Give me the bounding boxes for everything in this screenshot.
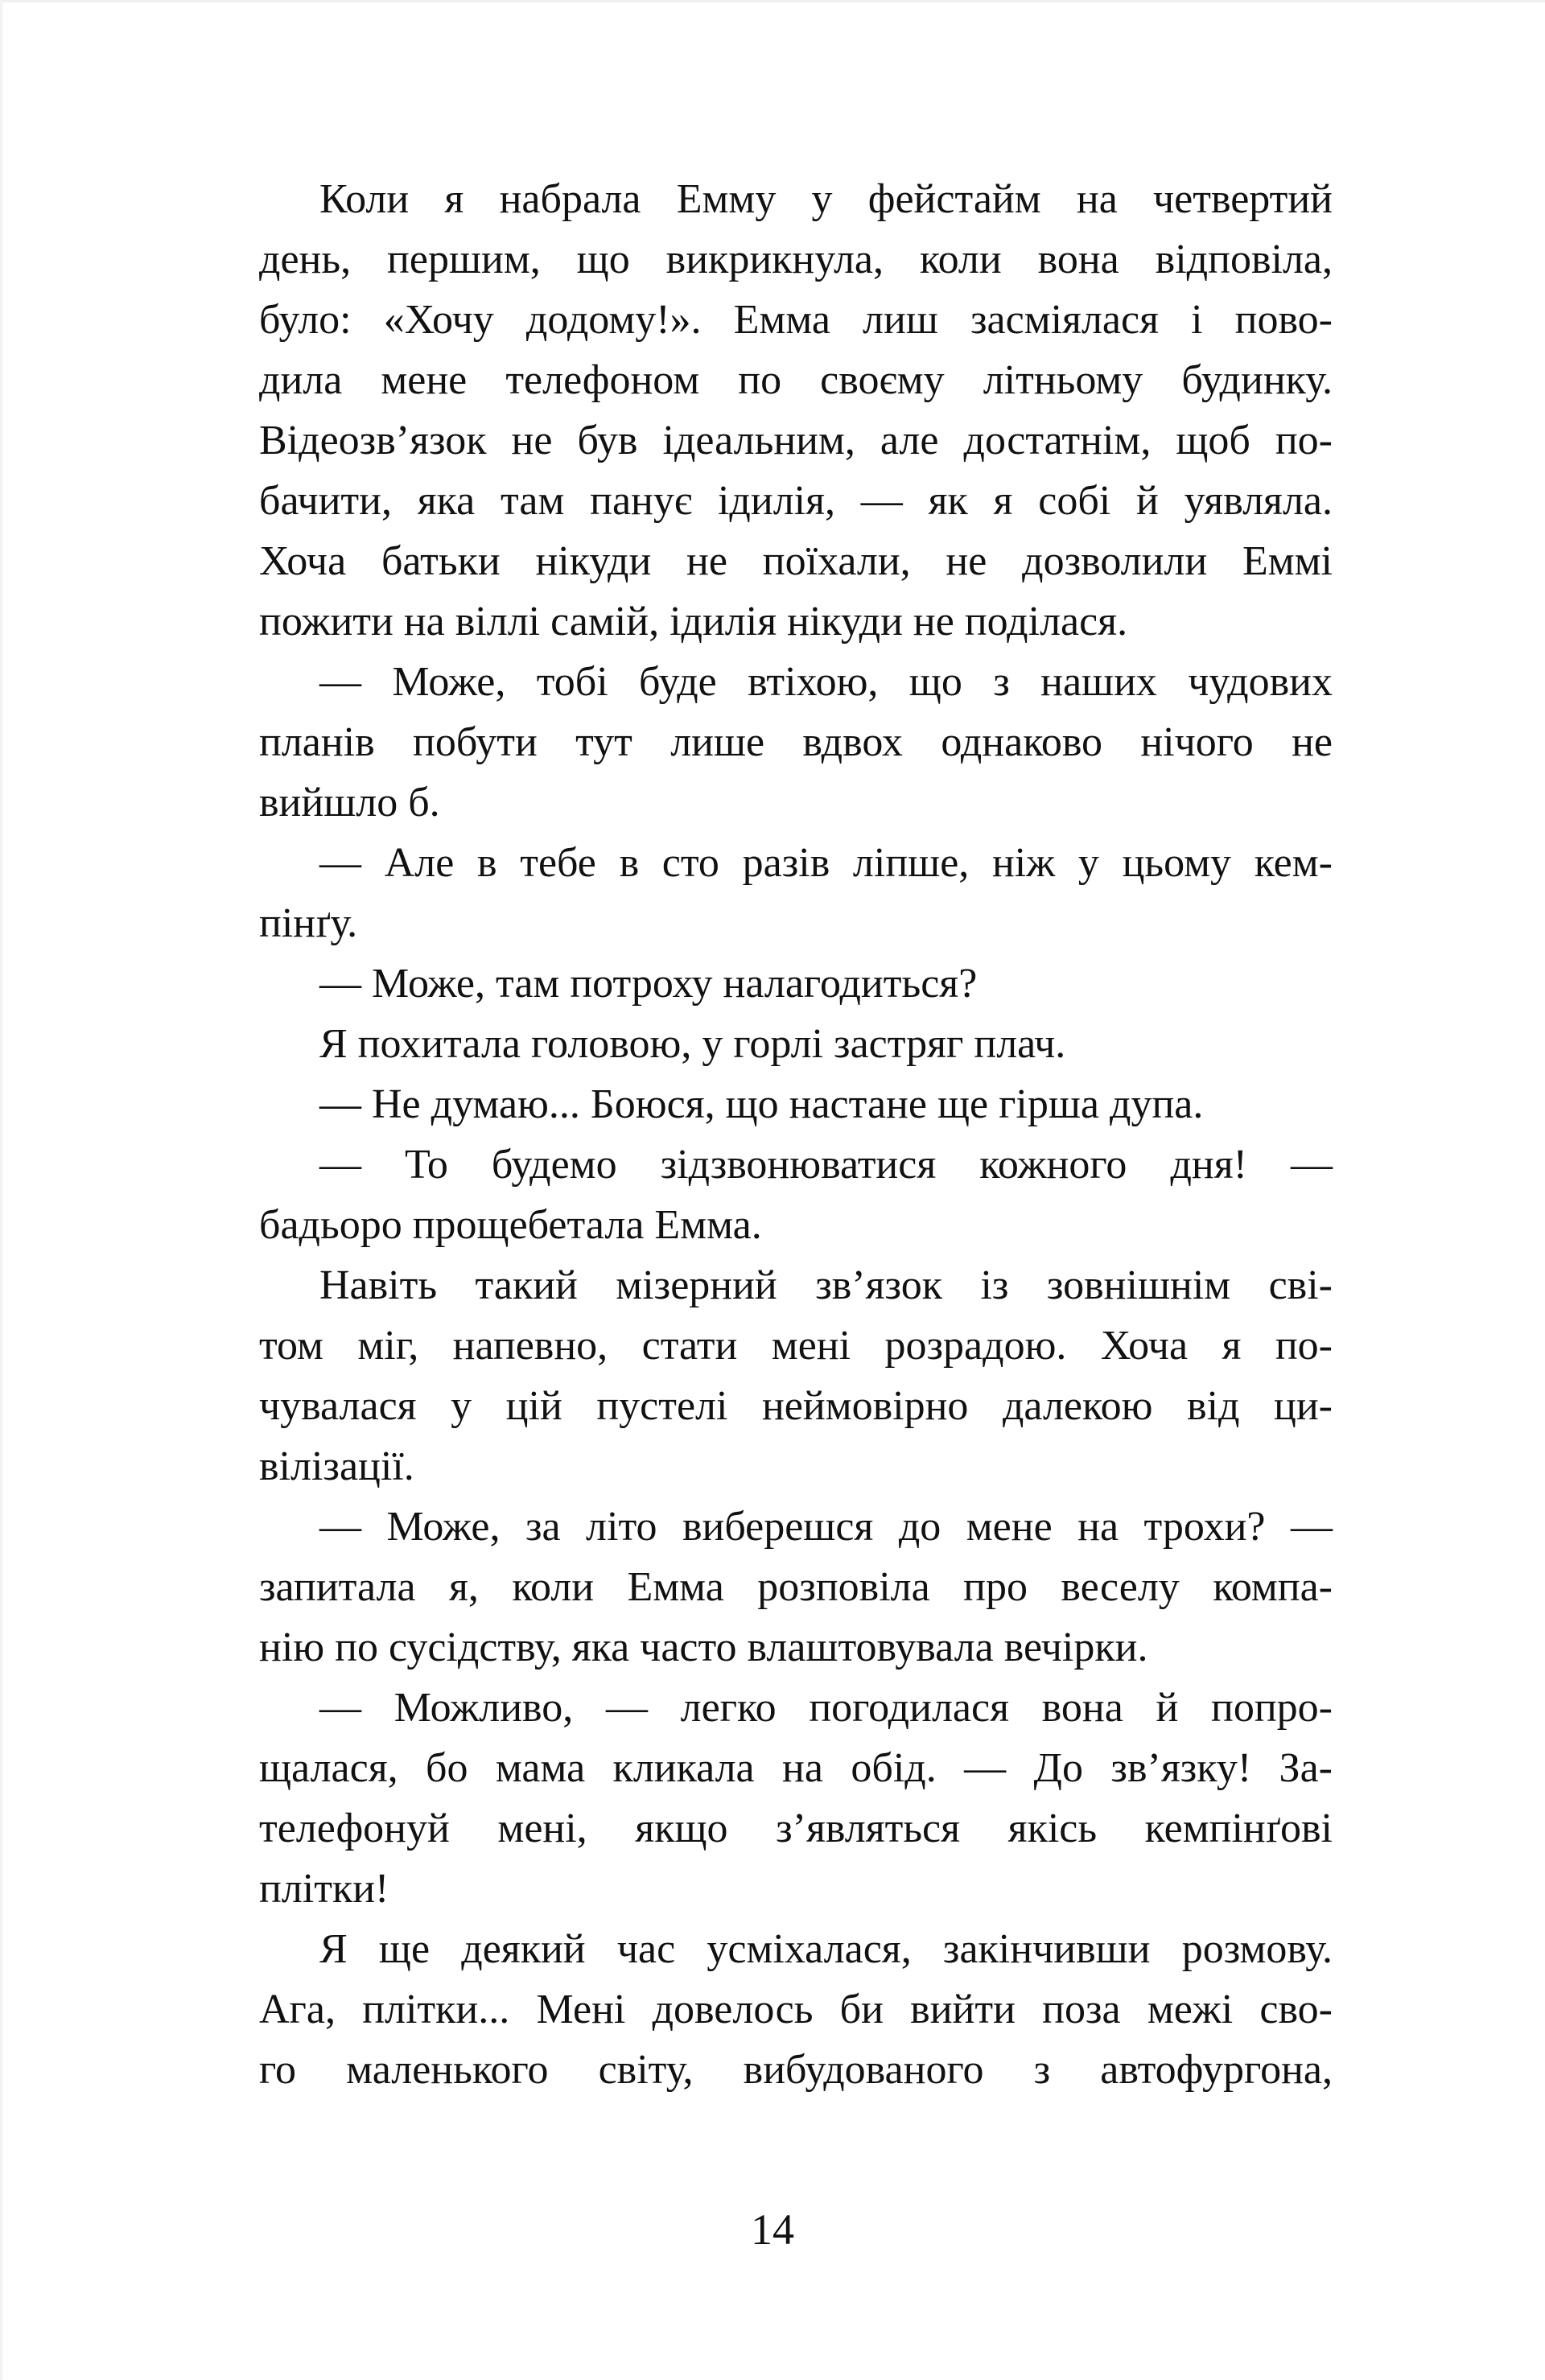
text-line: було: «Хочу додому!». Емма лиш засміялася і пово- bbox=[259, 297, 1333, 343]
text-line: го маленького світу, вибудованого з автофургона, bbox=[259, 2047, 1333, 2093]
text-line: планів побути тут лише вдвох однаково нічого не bbox=[259, 719, 1333, 765]
text-line: запитала я, коли Емма розповіла про веселу компа- bbox=[259, 1564, 1333, 1610]
text-line: день, першим, що викрикнула, коли вона відповіла, bbox=[259, 237, 1333, 282]
text-line: бачити, яка там панує ідилія, — як я собі й уявляла. bbox=[259, 478, 1333, 524]
text-line: Хоча батьки нікуди не поїхали, не дозволили Еммі bbox=[259, 538, 1333, 584]
text-line: — Можливо, — легко погодилася вона й попро- bbox=[319, 1685, 1333, 1731]
page-edge-top bbox=[0, 0, 1545, 2]
text-line: бадьоро прощебетала Емма. bbox=[259, 1202, 762, 1248]
text-line: Я похитала головою, у горлі застряг плач. bbox=[319, 1021, 1066, 1067]
text-line: Відеозв’язок не був ідеальним, але достатнім, щоб по- bbox=[259, 418, 1333, 463]
text-line: Ага, плітки... Мені довелось би вийти поза межі сво- bbox=[259, 1987, 1333, 2032]
page-edge-left bbox=[0, 0, 2, 2380]
text-line: вийшло б. bbox=[259, 780, 440, 826]
text-line: — То будемо зідзвонюватися кожного дня! — bbox=[319, 1142, 1333, 1188]
text-line: — Може, там потроху налагодиться? bbox=[319, 961, 978, 1007]
text-line: вілізації. bbox=[259, 1443, 414, 1489]
text-line: Навіть такий мізерний зв’язок із зовнішнім сві- bbox=[319, 1262, 1333, 1308]
text-line: щалася, бо мама кликала на обід. — До зв’язку! За- bbox=[259, 1745, 1333, 1791]
text-line: том міг, напевно, стати мені розрадою. Хоча я по- bbox=[259, 1323, 1333, 1369]
page-number: 14 bbox=[751, 2205, 794, 2254]
text-line: плітки! bbox=[259, 1866, 389, 1912]
text-line: — Може, тобі буде втіхою, що з наших чудових bbox=[319, 659, 1333, 705]
text-line: пінґу. bbox=[259, 900, 358, 946]
text-line: телефонуй мені, якщо з’являться якісь кемпінґові bbox=[259, 1806, 1333, 1851]
text-line: чувалася у цій пустелі неймовірно далекою від ци- bbox=[259, 1383, 1333, 1429]
text-line: нію по сусідству, яка часто влаштовувала вечірки. bbox=[259, 1624, 1148, 1670]
text-line: Коли я набрала Емму у фейстайм на четвертий bbox=[319, 176, 1333, 222]
text-line: дила мене телефоном по своєму літньому будинку. bbox=[259, 357, 1333, 403]
text-line: Я ще деякий час усміхалася, закінчивши розмову. bbox=[319, 1926, 1333, 1972]
text-line: — Але в тебе в сто разів ліпше, ніж у цьому кем- bbox=[319, 840, 1333, 886]
text-line: пожити на віллі самій, ідилія нікуди не поділася. bbox=[259, 599, 1128, 644]
text-line: — Може, за літо виберешся до мене на трохи? — bbox=[319, 1504, 1333, 1550]
text-line: — Не думаю... Боюся, що настане ще гірша дупа. bbox=[319, 1081, 1204, 1127]
book-page-text bbox=[259, 169, 1333, 2100]
